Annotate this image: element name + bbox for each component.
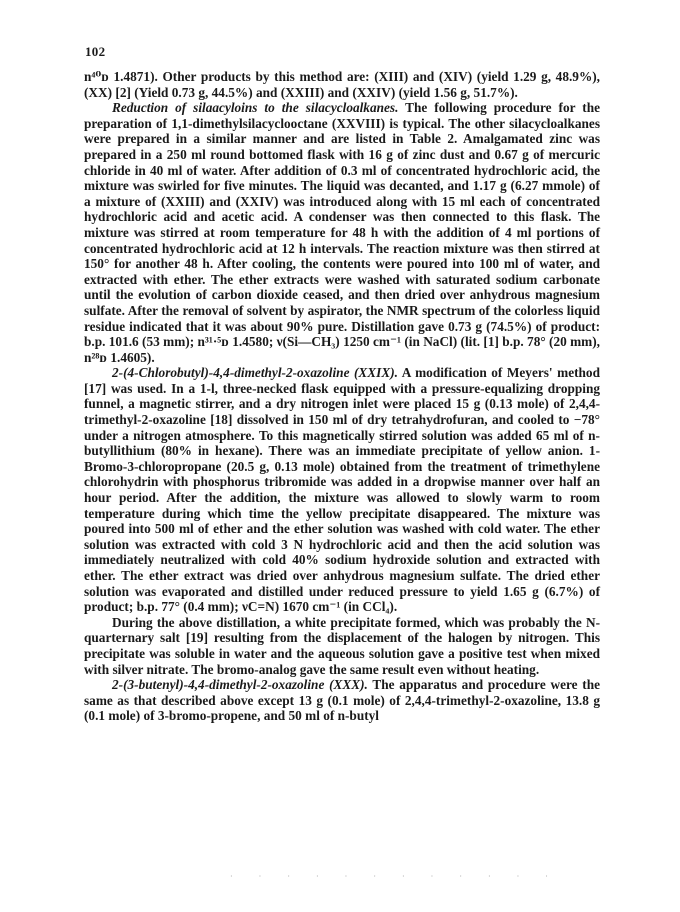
paragraph-3 (84, 365, 600, 615)
paragraph-4 (84, 615, 600, 677)
paragraph-5-text: The apparatus and procedure were the same as that described above except 13 g (0.1 mole) of 2,4,4-trimethyl-2-oxazoline, 13.8 g (0.1 mole) of 3-bromo-propene, and 50 ml of n-butyl (84, 677, 600, 724)
paragraph-2-text: The following procedure for the preparation of 1,1-dimethylsilacyclooctane (XXVIII) is typical. The other silacycloalkanes were prepared in a similar manner and are listed in Table 2. Amalgamated zinc was prepared in a 250 ml round bottomed flask with 16 g of zinc dust and 0.67 g of mercuric chloride in 40 ml of water. After addition of 0.3 ml of concentrated hydrochloric acid, the mixture was swirled for five minutes. The liquid was decanted, and 1.17 g (6.27 mmole) of a mixture of (XXIII) and (XXIV) was introduced along with 15 ml each of concentrated hydrochloric acid and acetic acid. A condenser was then connected to this flask. The mixture was stirred at room temperature for 48 h with the addition of 4 ml portions of concentrated hydrochloric acid at 12 h intervals. The reaction mixture was then stirred at 150° for another 48 h. After cooling, the contents were poured into 100 ml of water, and extracted with ether. The ether extracts were washed with saturated sodium carbonate until the evolution of carbon dioxide ceased, and then dried over anhydrous magnesium sulfate. After the removal of solvent by aspirator, the NMR spectrum of the colorless liquid residue indicated that it was about 90% pure. Distillation gave 0.73 g (74.5%) of product: b.p. 101.6 (53 mm); n³¹·⁵ᴅ 1.4580; ν(Si—CH₃) 1250 cm⁻¹ (in NaCl) (lit. [1] b.p. 78° (20 mm), n²⁸ᴅ 1.4605). (84, 100, 600, 365)
section-heading-reduction: Reduction of silaacyloins to the silacycloalkanes. (112, 100, 399, 116)
paragraph-3-text: A modification of Meyers' method [17] was used. In a 1-l, three-necked flask equipped with a pressure-equalizing dropping funnel, a magnetic stirrer, and a dry nitrogen inlet were placed 15 g (0.13 mole) of 2,4,4-trimethyl-2-oxazoline [18] dissolved in 150 ml of dry tetrahydrofuran, and cooled to −78° under a nitrogen atmosphere. To this magnetically stirred solution was added 65 ml of n-butyllithium (80% in hexane). There was an immediate precipitate of yellow anion. 1-Bromo-3-chloropropane (20.5 g, 0.13 mole) obtained from the treatment of trimethylene chlorohydrin with phosphorus tribromide was added in a dropwise manner over half an hour period. After the addition, the mixture was allowed to slowly warm to room temperature during which time the yellow precipitate disappeared. The mixture was poured into 500 ml of ether and the ether solution was washed with cold water. The ether solution was extracted with cold 3 N hydrochloric acid and then the acid solution was immediately neutralized with cold 40% sodium hydroxide solution and extracted with ether. The ether extract was dried over anhydrous magnesium sulfate. The dried ether solution was evaporated and distilled under reduced pressure to yield 1.65 g (6.7%) of product; b.p. 77° (0.4 mm); νC=N) 1670 cm⁻¹ (in CCl₄). (84, 365, 600, 615)
paragraph-1 (84, 69, 600, 100)
section-heading-butenyl: 2-(3-butenyl)-4,4-dimethyl-2-oxazoline (XXX). (112, 677, 368, 693)
body-text (84, 69, 600, 724)
paragraph-4-text: During the above distillation, a white precipitate formed, which was probably the N-quarternary salt [19] resulting from the displacement of the halogen by nitrogen. This precipitate was soluble in water and the aqueous solution gave a positive test when mixed with silver nitrate. The bromo-analog gave the same result even without heating. (84, 614, 600, 677)
paragraph-5 (84, 677, 600, 724)
paragraph-2 (84, 100, 600, 365)
paragraph-1-text: n⁴⁰ᴅ 1.4871). Other products by this method are: (XIII) and (XIV) (yield 1.29 g, 48.9%), (XX) [2] (Yield 0.73 g, 44.5%) and (XXIII) and (XXIV) (yield 1.56 g, 51.7%). (84, 69, 600, 100)
page-number: 102 (85, 44, 106, 59)
scan-artifact-dots: · · · · · · · · · · · · (230, 872, 560, 881)
section-heading-chlorobutyl: 2-(4-Chlorobutyl)-4,4-dimethyl-2-oxazoline (XXIX). (112, 365, 398, 381)
